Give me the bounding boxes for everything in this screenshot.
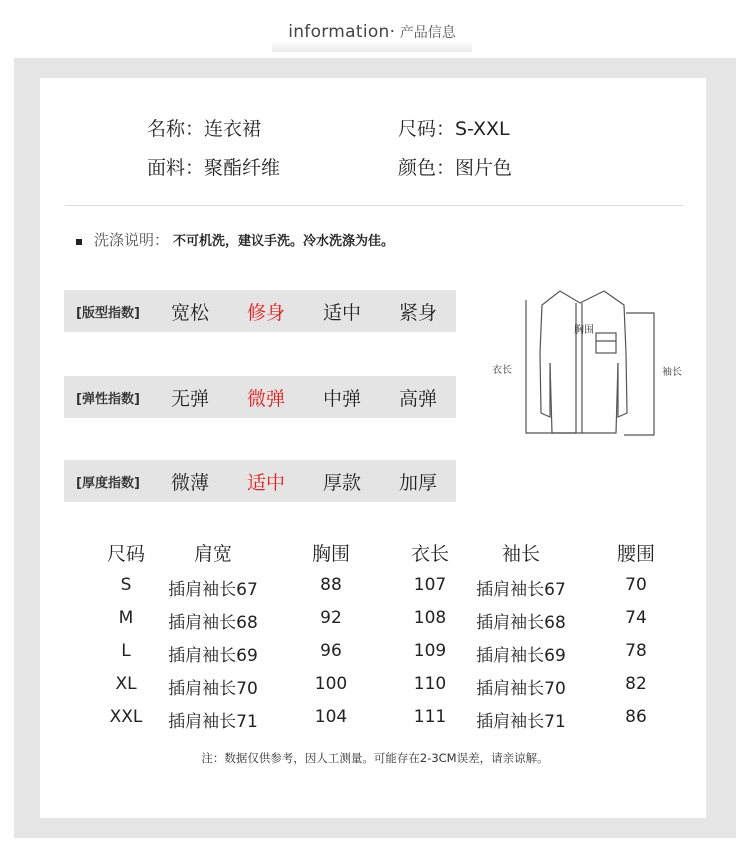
table-cell: 108: [413, 608, 447, 628]
table-cell: 96: [320, 641, 342, 661]
table-cell: 插肩袖长69: [476, 646, 566, 666]
measurement-note: 注：数据仅供参考，因人工测量。可能存在2-3CM误差，请亲谅解。: [201, 751, 549, 765]
table-cell: 插肩袖长71: [168, 712, 258, 732]
index-label: [版型指数]: [76, 305, 140, 321]
index-option: 厚款: [322, 471, 361, 494]
table-cell: 86: [625, 707, 647, 727]
section-header: [272, 22, 472, 52]
product-name: 名称：连衣裙: [147, 118, 262, 140]
table-cell: 92: [320, 608, 342, 628]
index-label: [弹性指数]: [76, 391, 140, 407]
index-option: 适中: [322, 301, 361, 324]
index-label: [厚度指数]: [76, 475, 140, 491]
table-cell: 插肩袖长68: [168, 613, 258, 633]
table-cell: 插肩袖长67: [168, 580, 258, 600]
index-option: 无弹: [170, 387, 209, 410]
table-cell: XXL: [109, 707, 143, 727]
table-cell: 88: [320, 575, 342, 595]
product-size: 尺码：S-XXL: [398, 118, 510, 140]
length-label: 衣长: [492, 365, 512, 376]
shirt-diagram: [484, 283, 694, 443]
table-cell: M: [118, 608, 134, 628]
table-cell: 100: [314, 674, 348, 694]
table-cell: 74: [625, 608, 647, 628]
table-header: 衣长: [410, 543, 449, 565]
table-header: 胸围: [311, 543, 350, 565]
sleeve-label: 袖长: [662, 367, 682, 378]
bullet-icon: [76, 239, 82, 245]
table-cell: XL: [115, 674, 137, 694]
index-option: 中弹: [322, 387, 361, 410]
index-option: 紧身: [398, 301, 437, 324]
table-cell: 109: [413, 641, 447, 661]
table-cell: 78: [625, 641, 647, 661]
table-cell: 82: [625, 674, 647, 694]
index-option: 高弹: [398, 387, 437, 410]
table-cell: 107: [413, 575, 447, 595]
table-cell: L: [121, 641, 131, 661]
chest-label: 胸围: [574, 325, 594, 336]
index-option: 加厚: [398, 471, 437, 494]
index-option: 微薄: [170, 471, 209, 494]
index-option-selected: 修身: [246, 301, 285, 324]
wash-text: 不可机洗，建议手洗。冷水洗涤为佳。: [173, 234, 395, 249]
table-cell: 插肩袖长71: [476, 712, 566, 732]
table-cell: 111: [413, 707, 447, 727]
table-cell: 插肩袖长70: [476, 679, 566, 699]
index-option: 宽松: [170, 301, 209, 324]
divider: [65, 205, 683, 206]
product-fabric: 面料：聚酯纤维: [147, 157, 281, 179]
table-header: 腰围: [616, 543, 655, 565]
header-zh: 产品信息: [395, 25, 456, 41]
table-cell: 104: [314, 707, 348, 727]
index-row: [64, 376, 456, 418]
wash-instructions: [76, 229, 394, 250]
table-cell: 插肩袖长68: [476, 613, 566, 633]
table-header: 袖长: [501, 543, 540, 565]
table-header: 肩宽: [193, 543, 232, 565]
header-en: information·: [288, 22, 396, 42]
table-header: 尺码: [106, 543, 145, 565]
index-row: [64, 460, 456, 502]
shirt-outline-icon: [526, 291, 654, 435]
index-option-selected: 微弹: [246, 387, 285, 410]
index-option-selected: 适中: [246, 471, 285, 494]
wash-label: 洗涤说明：: [94, 231, 170, 249]
product-color: 颜色：图片色: [398, 157, 513, 179]
table-cell: S: [120, 575, 132, 595]
table-cell: 插肩袖长67: [476, 580, 566, 600]
table-cell: 插肩袖长70: [168, 679, 258, 699]
table-cell: 110: [413, 674, 447, 694]
table-cell: 插肩袖长69: [168, 646, 258, 666]
index-row: [64, 290, 456, 332]
table-cell: 70: [625, 575, 647, 595]
